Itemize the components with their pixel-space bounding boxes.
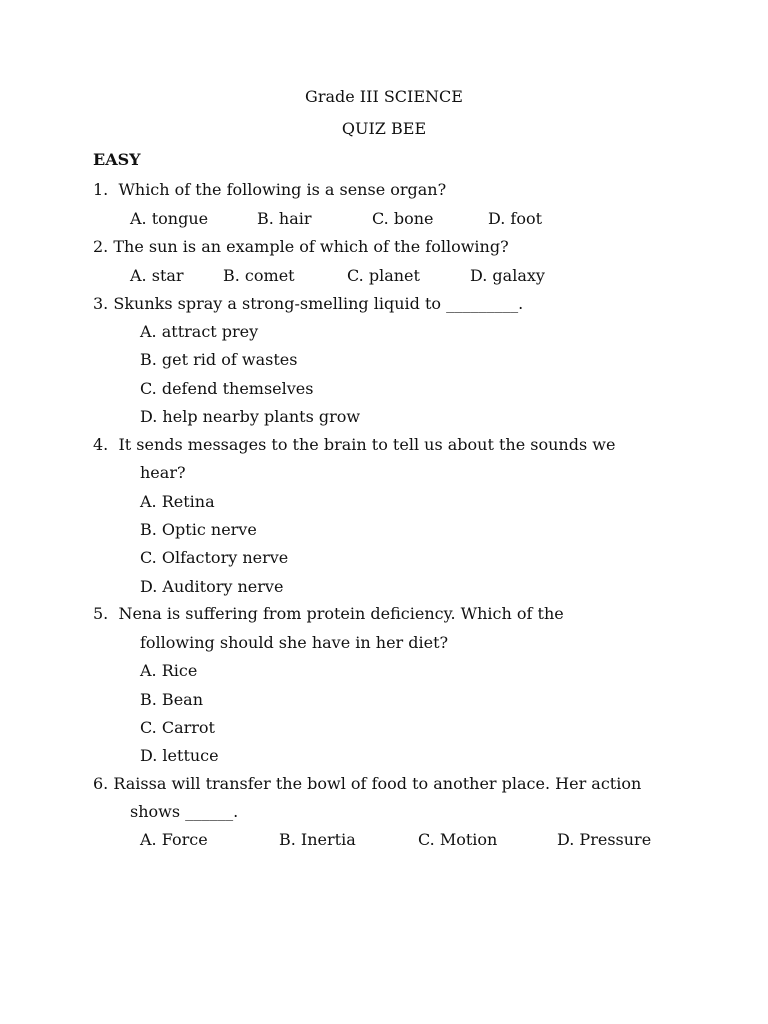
page-subtitle: QUIZ BEE <box>341 119 427 138</box>
option-b: B. Optic nerve <box>140 520 257 539</box>
option-a: A. star <box>130 266 184 285</box>
option-a: A. Force <box>140 830 208 849</box>
option-c: C. planet <box>347 266 420 285</box>
option-b: B. Bean <box>140 690 203 709</box>
question-text: 6. Raissa will transfer the bowl of food to another place. Her action <box>93 774 642 793</box>
question-text-continued: following should she have in her diet? <box>140 633 449 652</box>
question-text: 5. Nena is suffering from protein deficiency. Which of the <box>93 604 564 623</box>
question-text: 2. The sun is an example of which of the following? <box>93 237 509 256</box>
option-d: D. lettuce <box>140 746 219 765</box>
option-b: B. hair <box>257 209 312 228</box>
option-b: B. comet <box>223 266 295 285</box>
option-a: A. Rice <box>140 661 198 680</box>
option-b: B. Inertia <box>279 830 356 849</box>
option-c: C. defend themselves <box>140 379 314 398</box>
option-c: C. bone <box>372 209 434 228</box>
option-d: D. galaxy <box>470 266 545 285</box>
question-text-continued: hear? <box>140 463 186 482</box>
question-text: 3. Skunks spray a strong-smelling liquid to _________. <box>93 294 524 313</box>
option-d: D. help nearby plants grow <box>140 407 361 426</box>
option-c: C. Carrot <box>140 718 215 737</box>
question-text: 1. Which of the following is a sense organ? <box>93 180 447 199</box>
section-heading: EASY <box>93 150 141 169</box>
option-d: D. Pressure <box>557 830 652 849</box>
option-b: B. get rid of wastes <box>140 350 298 369</box>
question-text-continued: shows ______. <box>130 802 239 821</box>
option-a: A. Retina <box>140 492 215 511</box>
option-a: A. tongue <box>130 209 209 228</box>
option-a: A. attract prey <box>140 322 259 341</box>
question-text: 4. It sends messages to the brain to tell us about the sounds we <box>93 435 616 454</box>
option-c: C. Motion <box>418 830 498 849</box>
option-d: D. foot <box>488 209 543 228</box>
option-d: D. Auditory nerve <box>140 577 284 596</box>
option-c: C. Olfactory nerve <box>140 548 289 567</box>
page-title: Grade III SCIENCE <box>305 87 463 106</box>
